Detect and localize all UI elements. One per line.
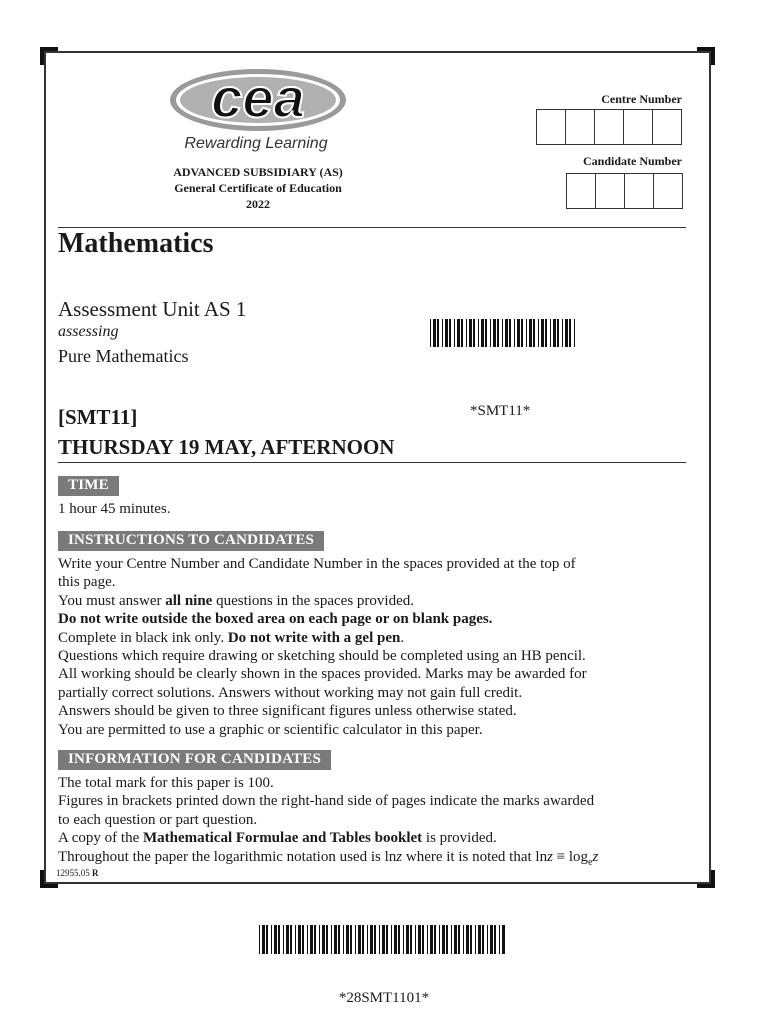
barcode-bar	[410, 925, 412, 954]
barcode-bar	[494, 925, 496, 954]
barcode-bar	[310, 925, 313, 954]
barcode-bar	[295, 925, 296, 954]
barcode-bar	[374, 925, 376, 954]
candidate-number-boxes[interactable]	[566, 173, 683, 209]
barcode-bar	[415, 925, 416, 954]
barcode-bar	[433, 319, 436, 347]
barcode-bar	[449, 319, 451, 347]
barcode-bar	[493, 319, 496, 347]
barcode-bar	[422, 925, 424, 954]
barcode-bar	[517, 319, 520, 347]
barcode-bar	[538, 319, 539, 347]
instructions-text: Write your Centre Number and Candidate Number in the spaces provided at the top of this page. You must answer all nine questions in the spaces provided. Do not write outside the boxed area on each page or on blank pages. Complete in black ink only. Do not write with a gel pen. Questions which require drawing or sketching should be completed using an HB pencil. All working should be clearly shown in the spaces provided. Marks may be awarded for partially correct solutions. Answers without working may not gain full credit. Answers should be given to three significant figures unless otherwise stated. You are permitted to use a graphic or scientific calculator in this paper.	[58, 556, 587, 738]
barcode-bar	[461, 319, 463, 347]
digit-box[interactable]	[537, 110, 566, 144]
barcode-text: *SMT11*	[470, 403, 531, 419]
barcode-bar	[569, 319, 571, 347]
barcode-bar	[334, 925, 337, 954]
barcode-bar	[565, 319, 568, 347]
barcode-bar	[346, 925, 349, 954]
barcode-bar	[457, 319, 460, 347]
barcode-bar	[278, 925, 280, 954]
assessment-unit: Assessment Unit AS 1	[58, 297, 247, 321]
digit-box[interactable]	[566, 110, 595, 144]
barcode-bar	[319, 925, 320, 954]
barcode-bar	[478, 319, 479, 347]
subject-title: Mathematics	[58, 228, 214, 259]
exam-date: THURSDAY 19 MAY, AFTERNOON	[58, 435, 395, 459]
barcode-bar	[379, 925, 380, 954]
centre-number-boxes[interactable]	[536, 109, 682, 145]
barcode-bar	[521, 319, 523, 347]
information-text: The total mark for this paper is 100. Figures in brackets printed down the right-hand side of pages indicate the marks awarded to each question or part question. A copy of the Mathematical Formulae and Tables booklet is provided. Throughout the paper the logarithmic notation used is lnz where it is noted that $\ln z \equiv \log_ez$	[58, 775, 599, 868]
digit-box[interactable]	[653, 110, 681, 144]
digit-box[interactable]	[596, 174, 625, 208]
digit-box[interactable]	[595, 110, 624, 144]
barcode-bar	[454, 319, 455, 347]
barcode-image	[430, 319, 578, 347]
barcode-bar	[302, 925, 304, 954]
candidate-number-label: Candidate Number	[582, 154, 682, 168]
barcode-bar	[350, 925, 352, 954]
barcode-bar	[442, 319, 443, 347]
barcode-bar	[286, 925, 289, 954]
barcode-bar	[526, 319, 527, 347]
barcode-bar	[362, 925, 364, 954]
information-heading: INFORMATION FOR CANDIDATES	[58, 750, 331, 770]
svg-text:cea: cea	[211, 66, 305, 129]
time-text: 1 hour 45 minutes.	[58, 501, 171, 517]
barcode-bar	[487, 925, 488, 954]
barcode-bar	[398, 925, 400, 954]
barcode-bar	[481, 319, 484, 347]
barcode-bar	[553, 319, 556, 347]
barcode-bar	[331, 925, 332, 954]
barcode-bar	[466, 925, 469, 954]
barcode-bar	[406, 925, 409, 954]
barcode-bar	[430, 319, 431, 347]
barcode-bar	[497, 319, 499, 347]
barcode-bar	[502, 319, 503, 347]
barcode-bar	[259, 925, 260, 954]
barcode-bar	[266, 925, 268, 954]
digit-box[interactable]	[567, 174, 596, 208]
paper-code: [SMT11]	[58, 405, 138, 429]
qualification-title: ADVANCED SUBSIDIARY (AS) General Certificate of Education 2022	[173, 165, 343, 211]
barcode-bar	[562, 319, 563, 347]
barcode-bar	[434, 925, 436, 954]
time-heading: TIME	[58, 476, 119, 496]
barcode-bar	[445, 319, 448, 347]
answer-frame	[44, 51, 711, 884]
divider	[58, 462, 686, 463]
barcode-bar	[358, 925, 361, 954]
barcode-bar	[502, 925, 505, 954]
paper-reference: 12955.05 R	[56, 868, 99, 878]
page-code: *28SMT1101*	[338, 990, 430, 1006]
tagline: Rewarding Learning	[184, 135, 328, 152]
barcode-bar	[307, 925, 308, 954]
barcode-bar	[386, 925, 388, 954]
cea-logo	[166, 65, 351, 135]
barcode-bar	[550, 319, 551, 347]
centre-number-label: Centre Number	[601, 92, 682, 106]
assessing-label: assessing	[58, 323, 119, 340]
barcode-bar	[290, 925, 292, 954]
barcode-bar	[463, 925, 464, 954]
barcode-bar	[451, 925, 452, 954]
barcode-bar	[262, 925, 265, 954]
barcode-bar	[314, 925, 316, 954]
corner-mark	[40, 47, 58, 65]
barcode-bar	[418, 925, 421, 954]
barcode-bar	[505, 319, 508, 347]
barcode-bar	[437, 319, 439, 347]
barcode-bar	[427, 925, 428, 954]
corner-mark	[697, 870, 715, 888]
barcode-bar	[343, 925, 344, 954]
barcode-bar	[509, 319, 511, 347]
corner-mark	[697, 47, 715, 65]
barcode-bar	[370, 925, 373, 954]
barcode-bar	[382, 925, 385, 954]
barcode-bar	[391, 925, 392, 954]
barcode-bar	[439, 925, 440, 954]
barcode-bar	[533, 319, 535, 347]
barcode-bar	[394, 925, 397, 954]
barcode-bar	[485, 319, 487, 347]
barcode-bar	[514, 319, 515, 347]
barcode-bar	[478, 925, 481, 954]
barcode-bar	[469, 319, 472, 347]
barcode-bar	[490, 319, 491, 347]
barcode-bar	[403, 925, 404, 954]
barcode-bar	[475, 925, 476, 954]
barcode-bar	[326, 925, 328, 954]
barcode-bar	[283, 925, 284, 954]
barcode-bar	[442, 925, 445, 954]
barcode-bar	[541, 319, 544, 347]
barcode-bar	[490, 925, 493, 954]
instructions-heading: INSTRUCTIONS TO CANDIDATES	[58, 531, 324, 551]
barcode-bar	[446, 925, 448, 954]
barcode-bar	[466, 319, 467, 347]
topic: Pure Mathematics	[58, 346, 189, 366]
digit-box[interactable]	[654, 174, 682, 208]
barcode-bar	[271, 925, 272, 954]
digit-box[interactable]	[625, 174, 654, 208]
barcode-bar	[298, 925, 301, 954]
barcode-bar	[482, 925, 484, 954]
barcode-bar	[473, 319, 475, 347]
barcode-bar	[529, 319, 532, 347]
barcode-bar	[454, 925, 457, 954]
barcode-bar	[458, 925, 460, 954]
barcode-bar	[322, 925, 325, 954]
page-barcode-image	[259, 925, 505, 954]
barcode-bar	[545, 319, 547, 347]
barcode-bar	[557, 319, 559, 347]
barcode-bar	[430, 925, 433, 954]
barcode-bar	[274, 925, 277, 954]
barcode-bar	[499, 925, 500, 954]
barcode-bar	[355, 925, 356, 954]
barcode-bar	[470, 925, 472, 954]
barcode-bar	[338, 925, 340, 954]
barcode-bar	[367, 925, 368, 954]
barcode-bar	[574, 319, 575, 347]
digit-box[interactable]	[624, 110, 653, 144]
